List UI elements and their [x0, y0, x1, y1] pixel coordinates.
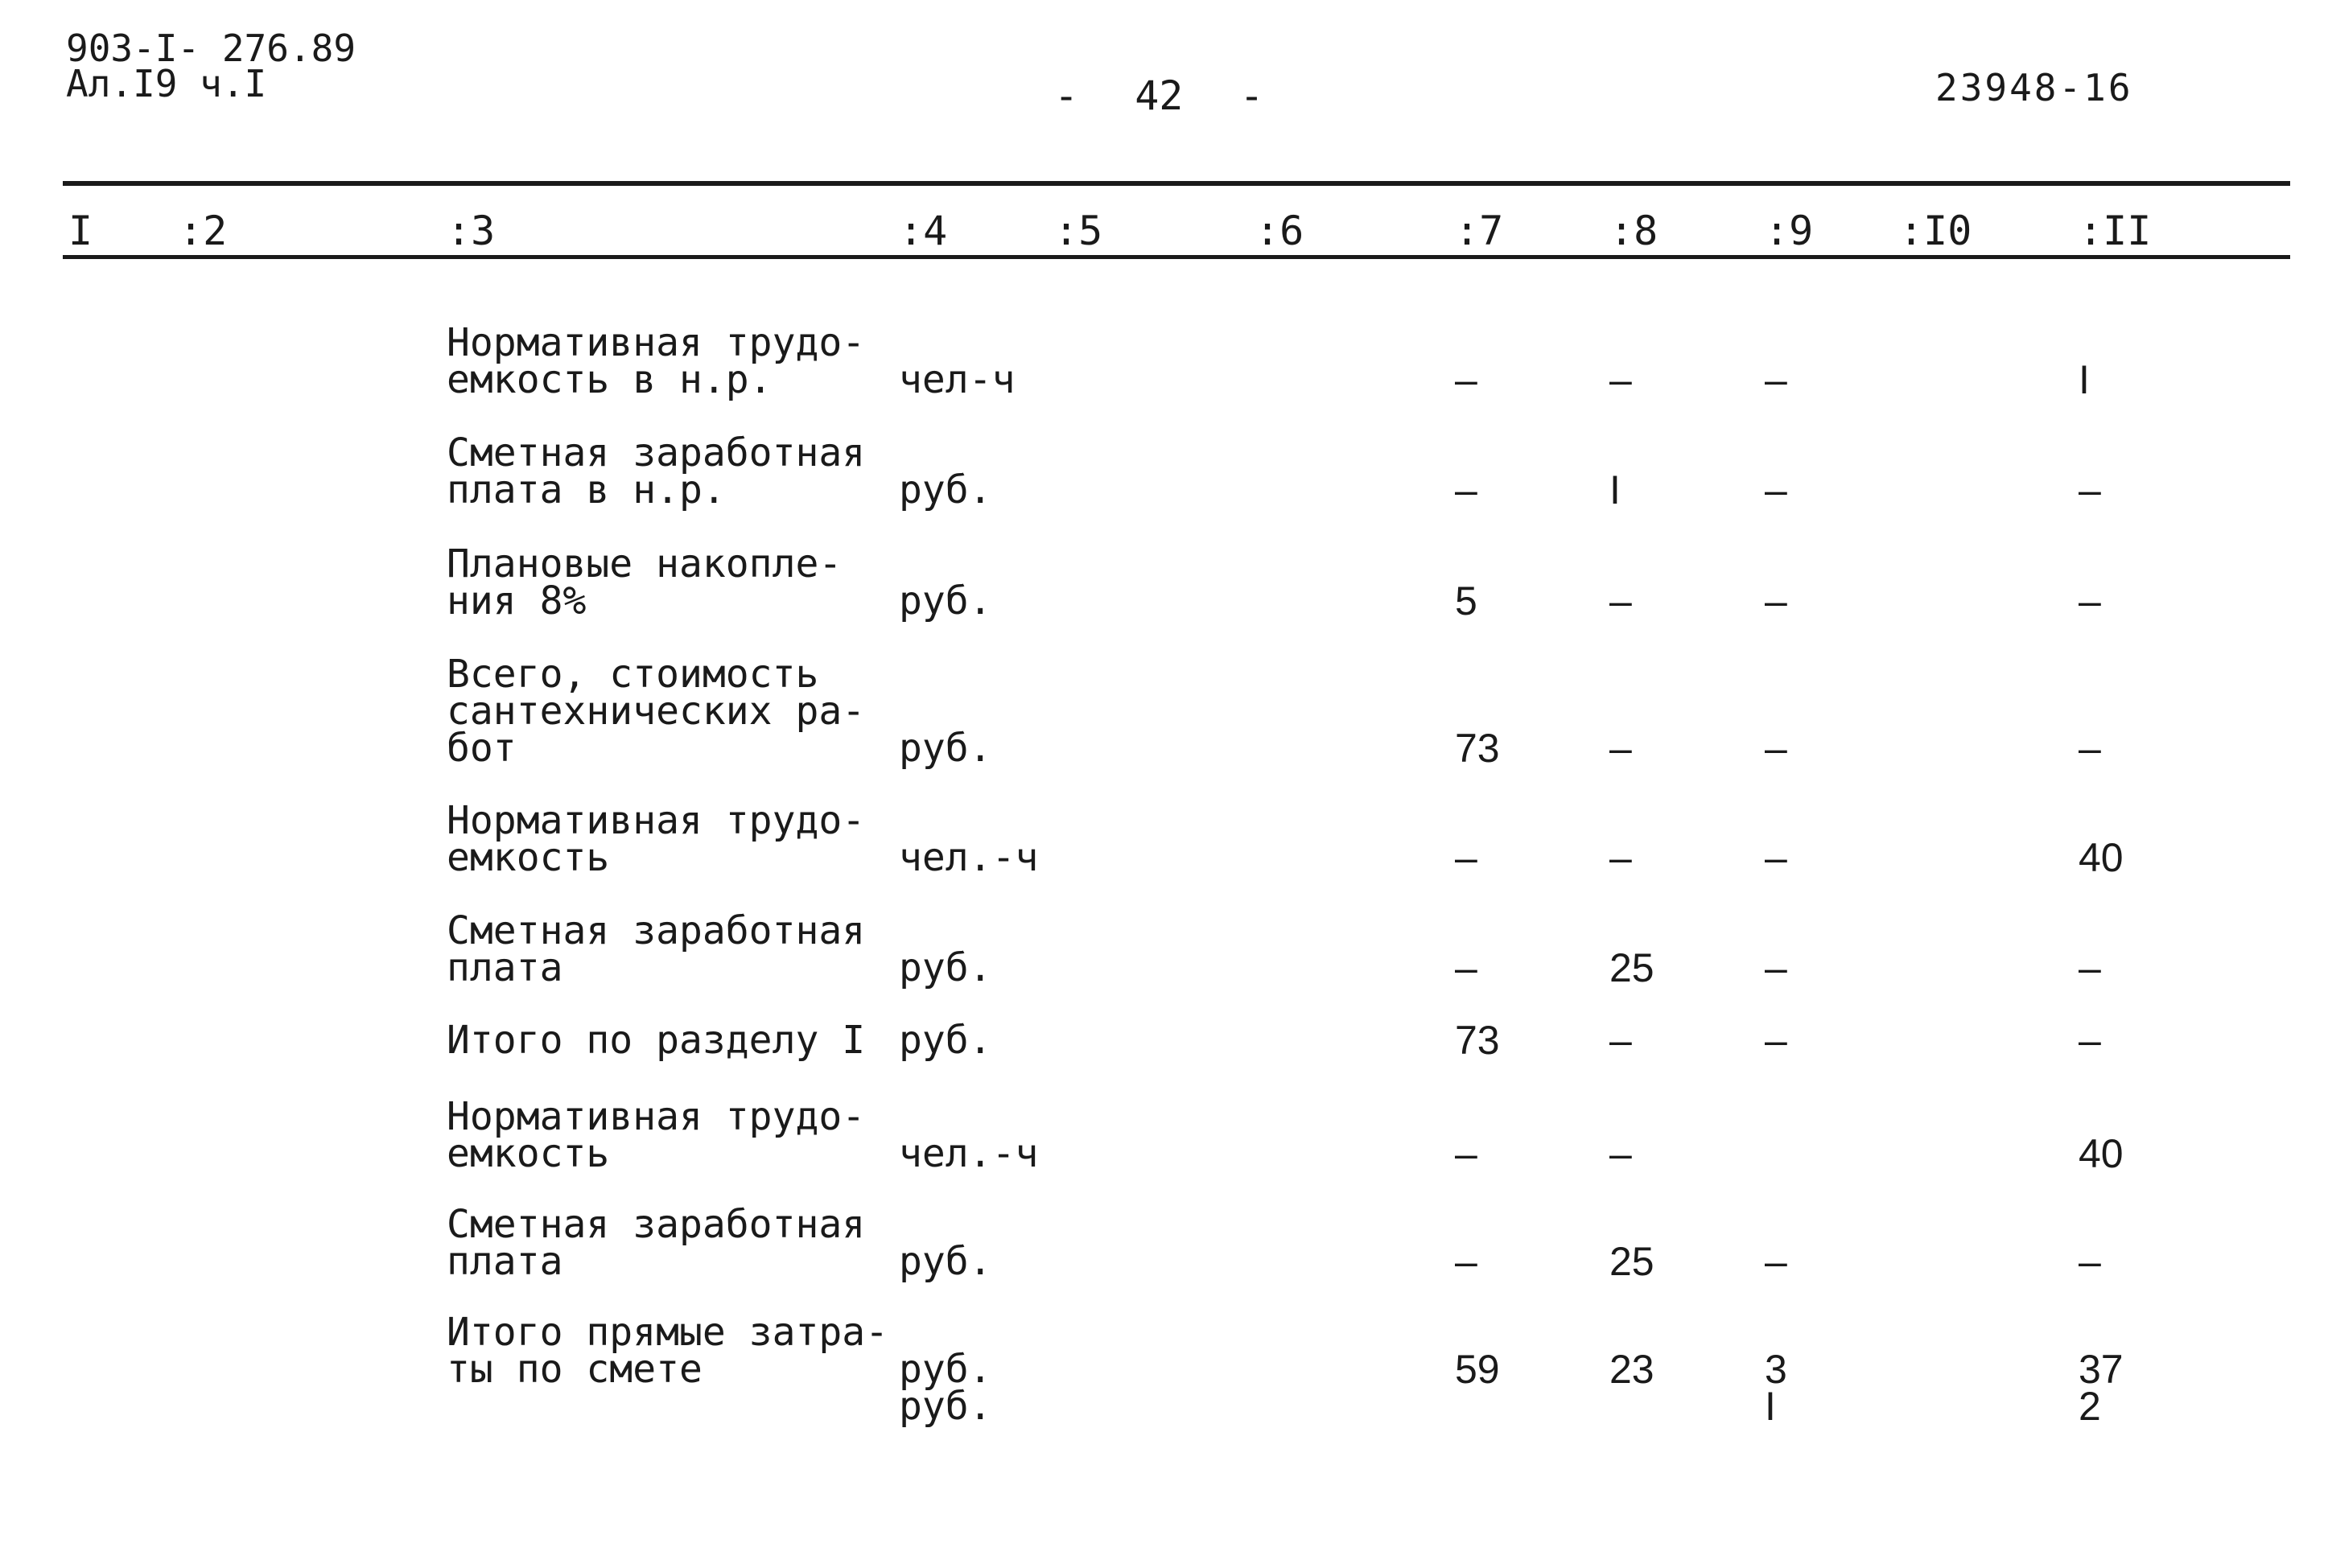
row-value-col7: 73 — [1455, 1018, 1500, 1063]
row-unit: чел.-ч — [899, 1131, 1039, 1176]
row-value-col11: 40 — [2079, 835, 2124, 880]
row-value-col7: – — [1455, 1131, 1477, 1176]
row-unit: руб. — [899, 578, 992, 623]
row-unit: руб. — [899, 1239, 992, 1284]
row-value-col9: – — [1765, 726, 1787, 771]
column-number-9: :9 — [1765, 208, 1814, 254]
row-unit: чел-ч — [899, 357, 1016, 402]
column-number-11: :II — [2079, 208, 2152, 254]
column-number-6: :6 — [1255, 208, 1304, 254]
row-value-col9: – — [1765, 1018, 1787, 1063]
row-value-col7: – — [1455, 1239, 1477, 1284]
row-value-col9: – — [1765, 835, 1787, 880]
row-value-col8: 23 — [1609, 1347, 1654, 1392]
row-value-col8: – — [1609, 726, 1632, 771]
row-unit: руб. — [899, 1018, 992, 1063]
row-unit: руб. руб. — [899, 1347, 992, 1429]
row-value-col7: – — [1455, 835, 1477, 880]
album-part-line: Ал.I9 ч.I — [66, 62, 267, 105]
row-description: Сметная заработная плата — [447, 1202, 866, 1284]
row-value-col9: – — [1765, 357, 1787, 402]
inventory-number: 23948-16 — [1935, 66, 2133, 109]
row-value-col8: I — [1609, 467, 1621, 512]
row-value-col11: – — [2079, 945, 2101, 990]
column-number-5: :5 — [1054, 208, 1103, 254]
row-unit: чел.-ч — [899, 835, 1039, 880]
row-description: Сметная заработная плата — [447, 908, 866, 990]
row-value-col8: – — [1609, 835, 1632, 880]
row-value-col7: 73 — [1455, 726, 1500, 771]
column-number-8: :8 — [1609, 208, 1658, 254]
row-value-col11: – — [2079, 467, 2101, 512]
row-value-col8: – — [1609, 1018, 1632, 1063]
row-value-col11: – — [2079, 1018, 2101, 1063]
column-number-10: :I0 — [1899, 208, 1972, 254]
row-description: Итого прямые затра- ты по смете — [447, 1310, 889, 1392]
row-description: Всего, стоимость сантехнических ра- бот — [447, 652, 866, 771]
row-value-col7: – — [1455, 945, 1477, 990]
row-value-col8: – — [1609, 357, 1632, 402]
row-value-col9: 3 I — [1765, 1347, 1787, 1429]
row-value-col9: – — [1765, 578, 1787, 623]
row-unit: руб. — [899, 467, 992, 512]
row-value-col11: I — [2079, 357, 2090, 402]
document-code-line: 903-I- 276.89 — [66, 27, 356, 70]
row-value-col9: – — [1765, 1239, 1787, 1284]
table-header-rule — [63, 255, 2290, 259]
row-value-col11: – — [2079, 578, 2101, 623]
row-value-col7: – — [1455, 467, 1477, 512]
row-value-col9: – — [1765, 945, 1787, 990]
document-code — [66, 27, 356, 105]
column-number-1: I — [68, 208, 93, 254]
row-value-col11: 40 — [2079, 1131, 2124, 1176]
row-value-col8: 25 — [1609, 945, 1654, 990]
column-number-3: :3 — [447, 208, 496, 254]
row-description: Нормативная трудо- емкость в н.р. — [447, 320, 866, 402]
row-description: Нормативная трудо- емкость — [447, 1094, 866, 1176]
row-unit: руб. — [899, 726, 992, 771]
row-value-col8: – — [1609, 578, 1632, 623]
row-unit: руб. — [899, 945, 992, 990]
page-number: - 42 - — [1054, 72, 1264, 119]
row-description: Плановые накопле- ния 8% — [447, 541, 843, 623]
row-value-col7: 59 — [1455, 1347, 1500, 1392]
row-value-col8: – — [1609, 1131, 1632, 1176]
column-number-2: :2 — [179, 208, 228, 254]
row-description: Нормативная трудо- емкость — [447, 798, 866, 880]
column-number-7: :7 — [1455, 208, 1504, 254]
row-description: Сметная заработная плата в н.р. — [447, 430, 866, 512]
row-value-col11: – — [2079, 1239, 2101, 1284]
row-value-col9: – — [1765, 467, 1787, 512]
row-value-col11: – — [2079, 726, 2101, 771]
row-value-col7: – — [1455, 357, 1477, 402]
table-top-rule — [63, 181, 2290, 186]
row-description: Итого по разделу I — [447, 1018, 866, 1063]
row-value-col8: 25 — [1609, 1239, 1654, 1284]
column-number-4: :4 — [899, 208, 948, 254]
row-value-col11: 37 2 — [2079, 1347, 2124, 1429]
row-value-col7: 5 — [1455, 578, 1477, 623]
